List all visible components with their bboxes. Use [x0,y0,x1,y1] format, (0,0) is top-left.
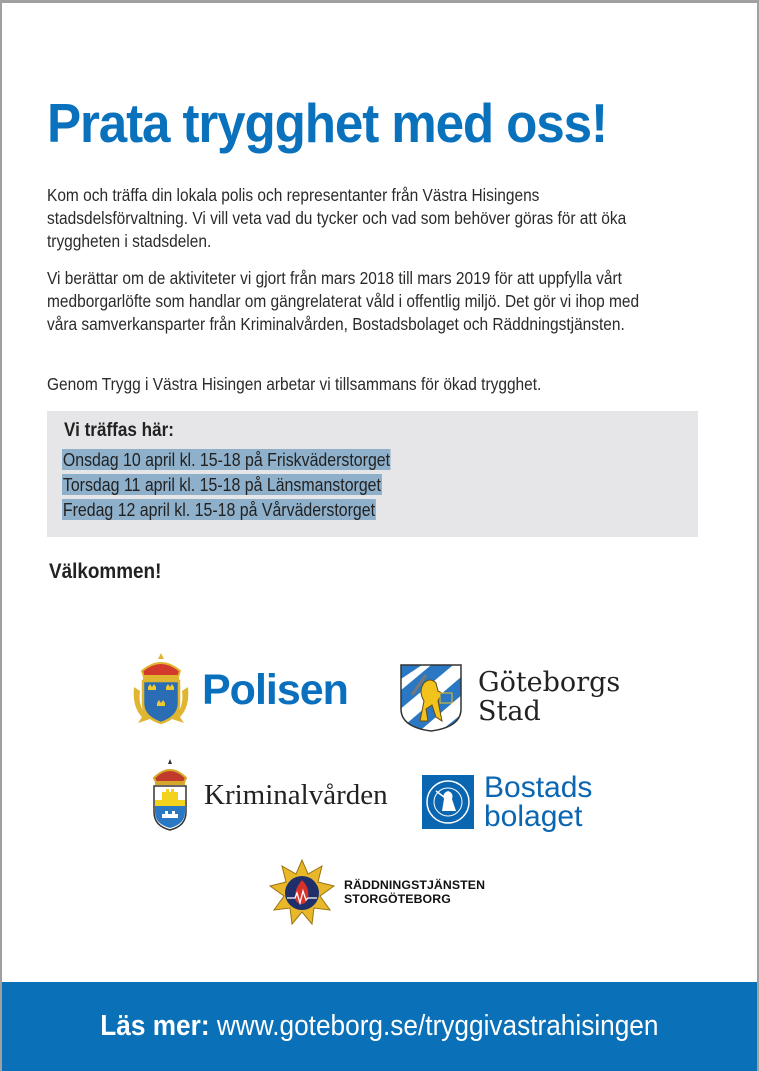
raddningstjansten-wordmark: RÄDDNINGSTJÄNSTEN [344,878,486,892]
goteborg-lion-crest-icon [398,661,464,733]
bostadsbolaget-seal-icon [422,775,474,829]
schedule-item[interactable] [62,497,376,522]
bostads-wordmark: Bostads [484,771,593,804]
flyer-page [2,3,757,1071]
meeting-heading: Vi träffas här: [64,420,174,441]
meeting-info-box [47,411,698,537]
activities-paragraph: Vi berättar om de aktiviteter vi gjort från mars 2018 till mars 2019 för att uppfylla vårt medborgarlöfte som handlar om gängrelaterat våld i offentlig miljö. Det gör vi ihop med våra samverkansparter från Kriminalvården, Bostadsbolaget och Räddningstjänsten. [47,268,640,334]
footer-banner [2,982,757,1071]
schedule-item[interactable] [62,447,391,472]
bostadsbolaget-logo [422,773,592,831]
storgoteborg-wordmark: STORGÖTEBORG [344,892,451,906]
schedule-item-text[interactable]: Fredag 12 april kl. 15-18 på Vårväderstorget [62,499,376,520]
closing-paragraph: Genom Trygg i Västra Hisingen arbetar vi tillsammans för ökad trygghet. [47,374,542,394]
bolaget-wordmark: bolaget [484,800,583,833]
goteborgs-stad-logo [398,661,620,733]
schedule-item-text[interactable]: Torsdag 11 april kl. 15-18 på Länsmanstorget [62,474,381,495]
kriminalvarden-wordmark: Kriminalvården [204,778,388,811]
polisen-logo [130,651,348,729]
welcome-text: Välkommen! [49,560,162,583]
kriminalvarden-crest-icon [150,758,190,832]
stad-wordmark: Stad [478,696,541,727]
raddningstjansten-logo [268,858,485,926]
page-title: Prata trygghet med oss! [47,92,607,154]
read-more [100,1010,658,1043]
fire-rescue-star-icon [268,858,336,926]
goteborgs-wordmark: Göteborgs [478,667,621,698]
polisen-wordmark: Polisen [202,665,348,714]
police-crest-icon [130,651,192,729]
read-more-url[interactable]: www.goteborg.se/tryggivastrahisingen [216,1010,659,1042]
intro-paragraph: Kom och träffa din lokala polis och representanter från Västra Hisingens stadsdelsförvaltning. Vi vill veta vad du tycker och vad som behöver göras för att öka tryggheten i stadsdelen. [47,185,627,251]
read-more-label: Läs mer: [100,1010,210,1042]
kriminalvarden-logo [150,758,388,832]
schedule-item[interactable] [62,472,382,497]
schedule-item-text[interactable]: Onsdag 10 april kl. 15-18 på Friskväderstorget [62,449,391,470]
